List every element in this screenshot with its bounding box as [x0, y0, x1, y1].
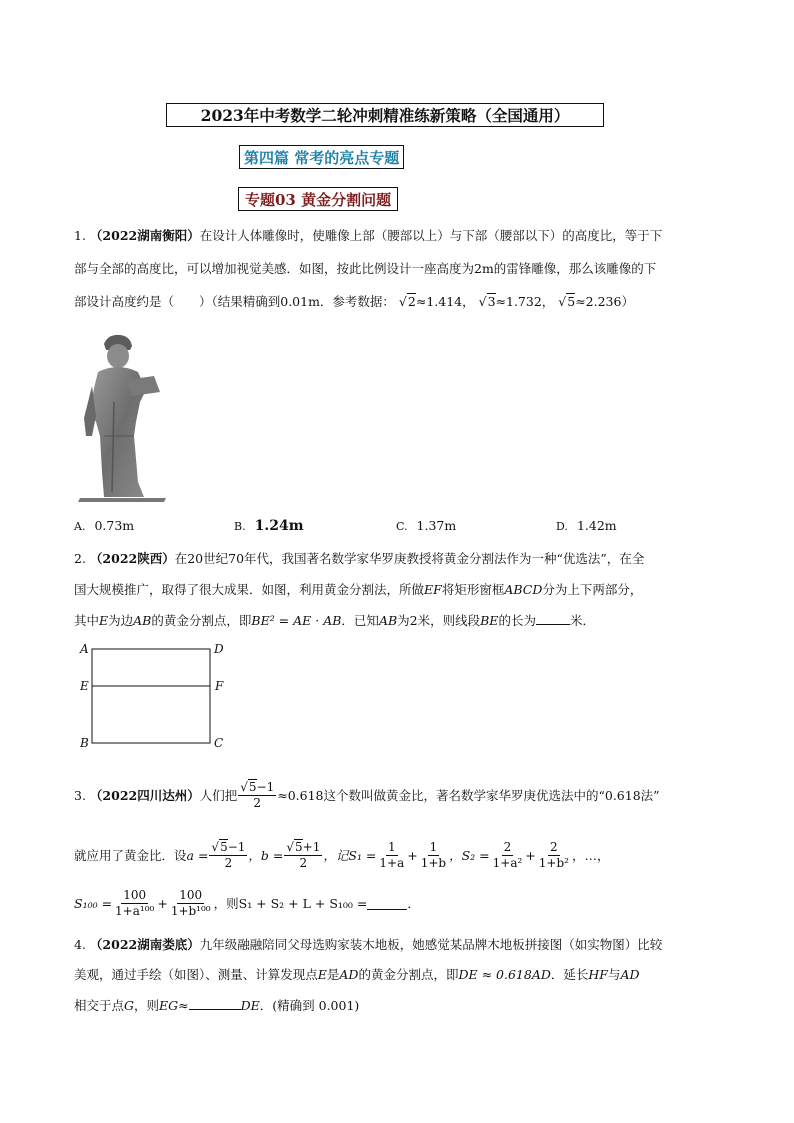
- q2-line-2: 国大规模推广，取得了很大成果．如图，利用黄金分割法，所做EF将矩形窗框ABCD分为上下两部分，: [74, 582, 643, 597]
- q4-number: 4.: [74, 937, 86, 952]
- main-title: 2023年中考数学二轮冲刺精准练新策略（全国通用）: [166, 103, 604, 127]
- q2-line-1: 2. （2022陕西）在20世纪70年代，我国著名数学家华罗庚教授将黄金分割法作为一种“优选法”，在全: [74, 551, 645, 566]
- q2-source: （2022陕西）: [89, 551, 175, 566]
- q3-number: 3.: [74, 787, 86, 803]
- label-b: B: [80, 736, 89, 750]
- label-a: A: [80, 642, 89, 656]
- q2-number: 2.: [74, 551, 86, 566]
- q1-option-c[interactable]: C. 1.37m: [396, 518, 457, 533]
- q3-line-3: S₁₀₀ = $\frac{100}{\text{1+a¹⁰⁰}}$ + $\frac{100}{\text{1+b¹⁰⁰}}$ ，则S₁ + S₂ + L + S₁₀₀ = ．: [74, 888, 420, 918]
- q3-source: （2022四川达州）: [89, 787, 200, 803]
- rectangle-diagram: [78, 642, 238, 752]
- q1-option-d[interactable]: D. 1.42m: [556, 518, 617, 533]
- topic-title: 专题03 黄金分割问题: [238, 187, 398, 211]
- q4-source: （2022湖南娄底）: [89, 937, 200, 952]
- q1-option-b[interactable]: B. 1.24m: [234, 518, 304, 534]
- q1-number: 1.: [74, 228, 86, 243]
- q3-answer-blank[interactable]: [367, 897, 407, 910]
- q1-source: （2022湖南衡阳）: [89, 228, 200, 243]
- q1-line-2: 部与全部的高度比，可以增加视觉美感．如图，按此比例设计一座高度为2m的雷锋雕像，那么该雕像的下: [74, 261, 657, 276]
- label-c: C: [214, 736, 224, 750]
- q3-line-1: 3. （2022四川达州） 人们把 $\frac{√5-1}{2}$ ≈0.618这个数叫做黄金比，著名数学家华罗庚优选法中的“0.618法”: [74, 780, 660, 810]
- q1-option-a[interactable]: A. 0.73m: [74, 518, 135, 533]
- label-d: D: [214, 642, 224, 656]
- q4-line-3: 相交于点G，则EG≈ DE．(精确到 0.001): [74, 998, 360, 1013]
- q1-line-1: 1. （2022湖南衡阳）在设计人体雕像时，使雕像上部（腰部以上）与下部（腰部以下）的高度比，等于下: [74, 228, 663, 243]
- golden-ratio-fraction: $\frac{√5-1}{2}$: [240, 780, 275, 810]
- label-e: E: [80, 679, 89, 693]
- q2-line-3: 其中E为边AB的黄金分割点，即BE² = AE · AB．已知AB为2米，则线段BE的长为 米．: [74, 613, 595, 628]
- statue-image: [74, 332, 170, 502]
- q1-line-3: 部设计高度约是（ ）（结果精确到0.01m．参考数据： √2≈1.414， √3≈1.732， √5≈2.236）: [74, 294, 634, 309]
- q3-line-2: 就应用了黄金比．设 a = $\frac{√5-1}{2}$ ，b = $\frac{√5+1}{2}$ ，记S₁ = $\frac{1}{1+a}$ + $\frac{1}{1+b}$ ，S₂ = $\frac{2}{\text{1+a²}}$ + $\frac{2}{\text{1+b²}}$ ，…，: [74, 840, 610, 870]
- q4-line-2: 美观，通过手绘（如图）、测量、计算发现点E是AD的黄金分割点，即DE ≈ 0.618AD．延长HF与AD: [74, 967, 640, 982]
- q2-answer-blank[interactable]: [536, 612, 570, 625]
- part-title: 第四篇 常考的亮点专题: [239, 145, 404, 169]
- q4-answer-blank[interactable]: [189, 997, 241, 1010]
- q4-line-1: 4. （2022湖南娄底）九年级融融陪同父母选购家装木地板，她感觉某品牌木地板拼接图（如实物图）比较: [74, 937, 663, 952]
- label-f: F: [215, 679, 224, 693]
